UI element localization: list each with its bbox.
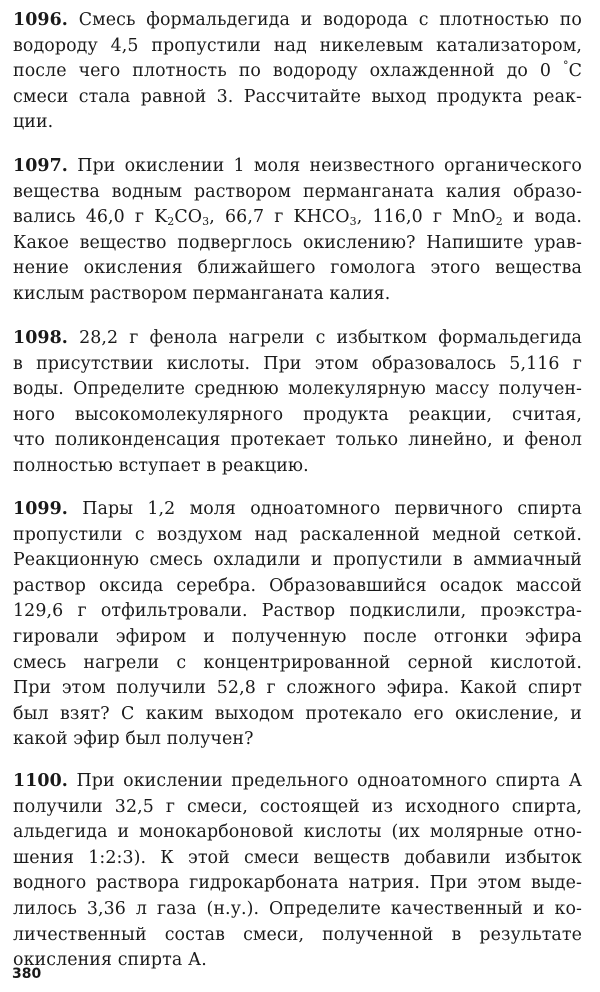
problem-line: воды. Определите среднюю молекулярную массу получен- <box>13 379 582 400</box>
problem-line: пропустили с воздухом над раскаленной медной сеткой. <box>13 524 582 545</box>
problem-line: 1099. Пары 1,2 моля одноатомного первичного спирта <box>13 499 582 519</box>
problem-line: водного раствора гидрокарбоната натрия. При этом выде- <box>13 873 582 894</box>
problem-line: что поликонденсация протекает только линейно, и фенол <box>13 430 582 451</box>
problem-line: в присутствии кислоты. При этом образовалось 5,116 г <box>13 353 582 374</box>
problem-1097 <box>13 154 582 308</box>
problem-line: нение окисления ближайшего гомолога этого вещества <box>13 258 582 279</box>
problem-line: вещества водным раствором перманганата калия образо- <box>13 181 582 202</box>
problem-line: 1097. При окислении 1 моля неизвестного органического <box>13 156 582 176</box>
problem-1098 <box>13 326 582 480</box>
problem-line: смеси стала равной 3. Рассчитайте выход продукта реак- <box>13 86 582 107</box>
problem-line: 1096. Смесь формальдегида и водорода с плотностью по <box>13 10 582 30</box>
problem-line: Какое вещество подверглось окислению? Напишите урав- <box>13 232 582 253</box>
problem-line: шения 1:2:3). К этой смеси веществ добавили избыток <box>13 847 582 868</box>
problem-line: был взят? С каким выходом протекало его окисление, и <box>13 703 582 724</box>
formula-line: вались 46,0 г $K_2CO_3$, 66,7 г $KHCO_3$, 116,0 г MnO$_2$ и вода. <box>13 207 583 229</box>
page-number: 380 <box>12 966 42 982</box>
problem-line: лилось 3,36 л газа (н.у.). Определите качественный и ко- <box>13 898 582 919</box>
problem-line: смесь нагрели с концентрированной серной кислотой. <box>13 652 582 673</box>
problem-line: ного высокомолекулярного продукта реакции, считая, <box>13 404 582 425</box>
problem-number: 1099. <box>13 499 68 519</box>
problem-line: 1100. При окислении предельного одноатомного спирта А <box>13 771 582 791</box>
problem-line: личественный состав смеси, полученной в результате <box>13 924 582 945</box>
problem-line: альдегида и монокарбоновой кислоты (их молярные отно- <box>13 822 582 843</box>
problem-line: окисления спирта А. <box>13 950 207 971</box>
problem-line: 129,6 г отфильтровали. Раствор подкислили, проэкстра- <box>13 601 582 622</box>
problem-number: 1097. <box>13 156 68 176</box>
problem-line: ции. <box>13 112 54 133</box>
problem-line: 1098. 28,2 г фенола нагрели с избытком формальдегида <box>13 328 582 348</box>
problem-line: Реакционную смесь охладили и пропустили в аммиачный <box>13 550 582 571</box>
problem-line: какой эфир был получен? <box>13 729 254 750</box>
problem-line: получили 32,5 г смеси, состоящей из исходного спирта, <box>13 796 582 817</box>
problem-number: 1098. <box>13 328 68 348</box>
problem-1096 <box>13 8 582 136</box>
problem-line: водороду 4,5 пропустили над никелевым катализатором, <box>13 35 582 56</box>
problem-line: раствор оксида серебра. Образовавшийся осадок массой <box>13 575 582 596</box>
problem-1099 <box>13 497 582 753</box>
problem-line: после чего плотность по водороду охлажденной до 0 °С <box>13 59 582 82</box>
problem-1100 <box>13 769 582 974</box>
problem-line: При этом получили 52,8 г сложного эфира. Какой спирт <box>13 678 582 699</box>
problem-line: полностью вступает в реакцию. <box>13 455 309 476</box>
problem-line: кислым раствором перманганата калия. <box>13 283 391 304</box>
problem-number: 1100. <box>13 771 68 791</box>
problem-line: гировали эфиром и полученную после отгонки эфира <box>13 626 582 647</box>
problem-number: 1096. <box>13 10 68 30</box>
